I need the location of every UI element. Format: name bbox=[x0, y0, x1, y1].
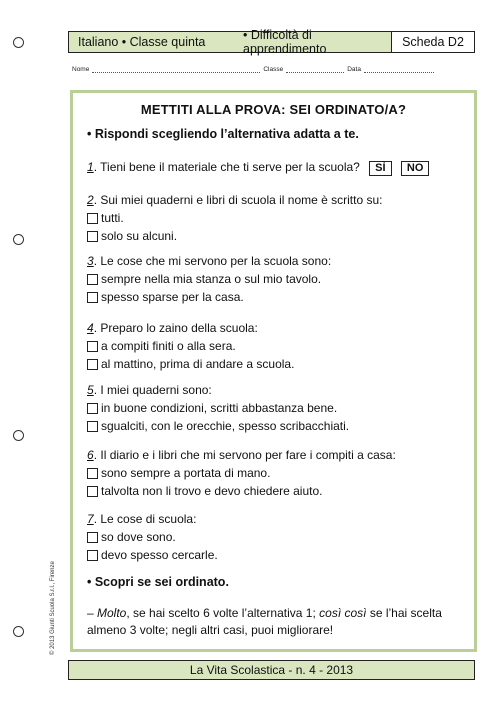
question-3 bbox=[87, 252, 472, 306]
option-text: sempre nella mia stanza o sul mio tavolo. bbox=[101, 272, 322, 286]
option-text: al mattino, prima di andare a scuola. bbox=[101, 357, 295, 371]
sheet-label: Scheda D2 bbox=[391, 32, 474, 52]
checkbox[interactable] bbox=[87, 486, 98, 497]
checkbox[interactable] bbox=[87, 468, 98, 479]
option-text: sgualciti, con le orecchie, spesso scribacchiati. bbox=[101, 419, 350, 433]
closing-part2: se l’hai scelta almeno 3 volte; negli altri casi, puoi migliorare! bbox=[87, 606, 442, 637]
option-row bbox=[87, 355, 472, 373]
binder-hole bbox=[13, 430, 24, 441]
question-text: . Le cose che mi servono per la scuola sono: bbox=[93, 254, 332, 268]
option-row bbox=[87, 528, 472, 546]
checkbox[interactable] bbox=[87, 292, 98, 303]
worksheet-panel bbox=[70, 90, 477, 652]
name-field[interactable] bbox=[92, 66, 260, 73]
closing-text bbox=[87, 605, 467, 639]
question-7 bbox=[87, 510, 472, 564]
question-5 bbox=[87, 381, 472, 435]
checkbox[interactable] bbox=[87, 532, 98, 543]
question-1 bbox=[87, 158, 472, 176]
question-number: 4 bbox=[87, 321, 94, 335]
date-field[interactable] bbox=[364, 66, 434, 73]
question-number: 6 bbox=[87, 448, 94, 462]
closing-molto: Molto bbox=[97, 606, 127, 620]
option-text: in buone condizioni, scritti abbastanza bene. bbox=[101, 401, 338, 415]
checkbox[interactable] bbox=[87, 359, 98, 370]
option-text: so dove sono. bbox=[101, 530, 176, 544]
closing-cosi: così così bbox=[319, 606, 367, 620]
option-text: talvolta non li trovo e devo chiedere aiuto. bbox=[101, 484, 323, 498]
yes-option[interactable]: SÌ bbox=[369, 161, 391, 176]
question-text: . Preparo lo zaino della scuola: bbox=[93, 321, 258, 335]
header-bar bbox=[68, 28, 475, 56]
option-row bbox=[87, 417, 472, 435]
checkbox[interactable] bbox=[87, 341, 98, 352]
footer-bar: La Vita Scolastica - n. 4 - 2013 bbox=[68, 660, 475, 680]
option-row bbox=[87, 288, 472, 306]
question-text: . Le cose di scuola: bbox=[93, 512, 197, 526]
copyright-notice: © 2013 Giunti Scuola S.r.l., Firenze bbox=[50, 561, 56, 655]
option-row bbox=[87, 209, 472, 227]
closing-dash: – bbox=[87, 606, 98, 620]
question-number: 5 bbox=[87, 383, 94, 397]
binder-hole bbox=[13, 626, 24, 637]
checkbox[interactable] bbox=[87, 421, 98, 432]
subject-label: Italiano • Classe quinta bbox=[78, 35, 206, 49]
question-number: 2 bbox=[87, 193, 94, 207]
option-text: spesso sparse per la casa. bbox=[101, 290, 244, 304]
option-text: a compiti finiti o alla sera. bbox=[101, 339, 236, 353]
checkbox[interactable] bbox=[87, 274, 98, 285]
question-number: 7 bbox=[87, 512, 94, 526]
option-text: sono sempre a portata di mano. bbox=[101, 466, 271, 480]
question-number: 1 bbox=[87, 160, 94, 174]
option-text: solo su alcuni. bbox=[101, 229, 178, 243]
question-text: . Tieni bene il materiale che ti serve per la scuola? bbox=[93, 160, 360, 174]
date-label: Data bbox=[347, 66, 361, 73]
option-row bbox=[87, 337, 472, 355]
question-number: 3 bbox=[87, 254, 94, 268]
checkbox[interactable] bbox=[87, 550, 98, 561]
worksheet-title: METTITI ALLA PROVA: SEI ORDINATO/A? bbox=[140, 102, 407, 117]
question-text: . Sui miei quaderni e libri di scuola il nome è scritto su: bbox=[93, 193, 383, 207]
closing-part1: , se hai scelto 6 volte l’alternativa 1; bbox=[126, 606, 320, 620]
option-row bbox=[87, 482, 472, 500]
option-row bbox=[87, 464, 472, 482]
option-row bbox=[87, 227, 472, 245]
topic-label: • Difficoltà di apprendimento bbox=[243, 28, 327, 56]
question-6 bbox=[87, 446, 472, 500]
binder-hole bbox=[13, 37, 24, 48]
checkbox[interactable] bbox=[87, 403, 98, 414]
class-field[interactable] bbox=[286, 66, 344, 73]
no-option[interactable]: NO bbox=[401, 161, 430, 176]
checkbox[interactable] bbox=[87, 213, 98, 224]
question-text: . Il diario e i libri che mi servono per fare i compiti a casa: bbox=[93, 448, 396, 462]
option-text: tutti. bbox=[101, 211, 124, 225]
discover-heading: • Scopri se sei ordinato. bbox=[87, 575, 229, 589]
checkbox[interactable] bbox=[87, 231, 98, 242]
question-2 bbox=[87, 191, 472, 245]
instruction: • Rispondi scegliendo l’alternativa adatta a te. bbox=[87, 127, 359, 141]
question-4 bbox=[87, 319, 472, 373]
name-label: Nome bbox=[72, 66, 90, 73]
name-row bbox=[72, 66, 477, 73]
binder-hole bbox=[13, 234, 24, 245]
option-row bbox=[87, 399, 472, 417]
class-label: Classe bbox=[263, 66, 284, 73]
option-row bbox=[87, 546, 472, 564]
question-text: . I miei quaderni sono: bbox=[93, 383, 212, 397]
option-text: devo spesso cercarle. bbox=[101, 548, 218, 562]
option-row bbox=[87, 270, 472, 288]
